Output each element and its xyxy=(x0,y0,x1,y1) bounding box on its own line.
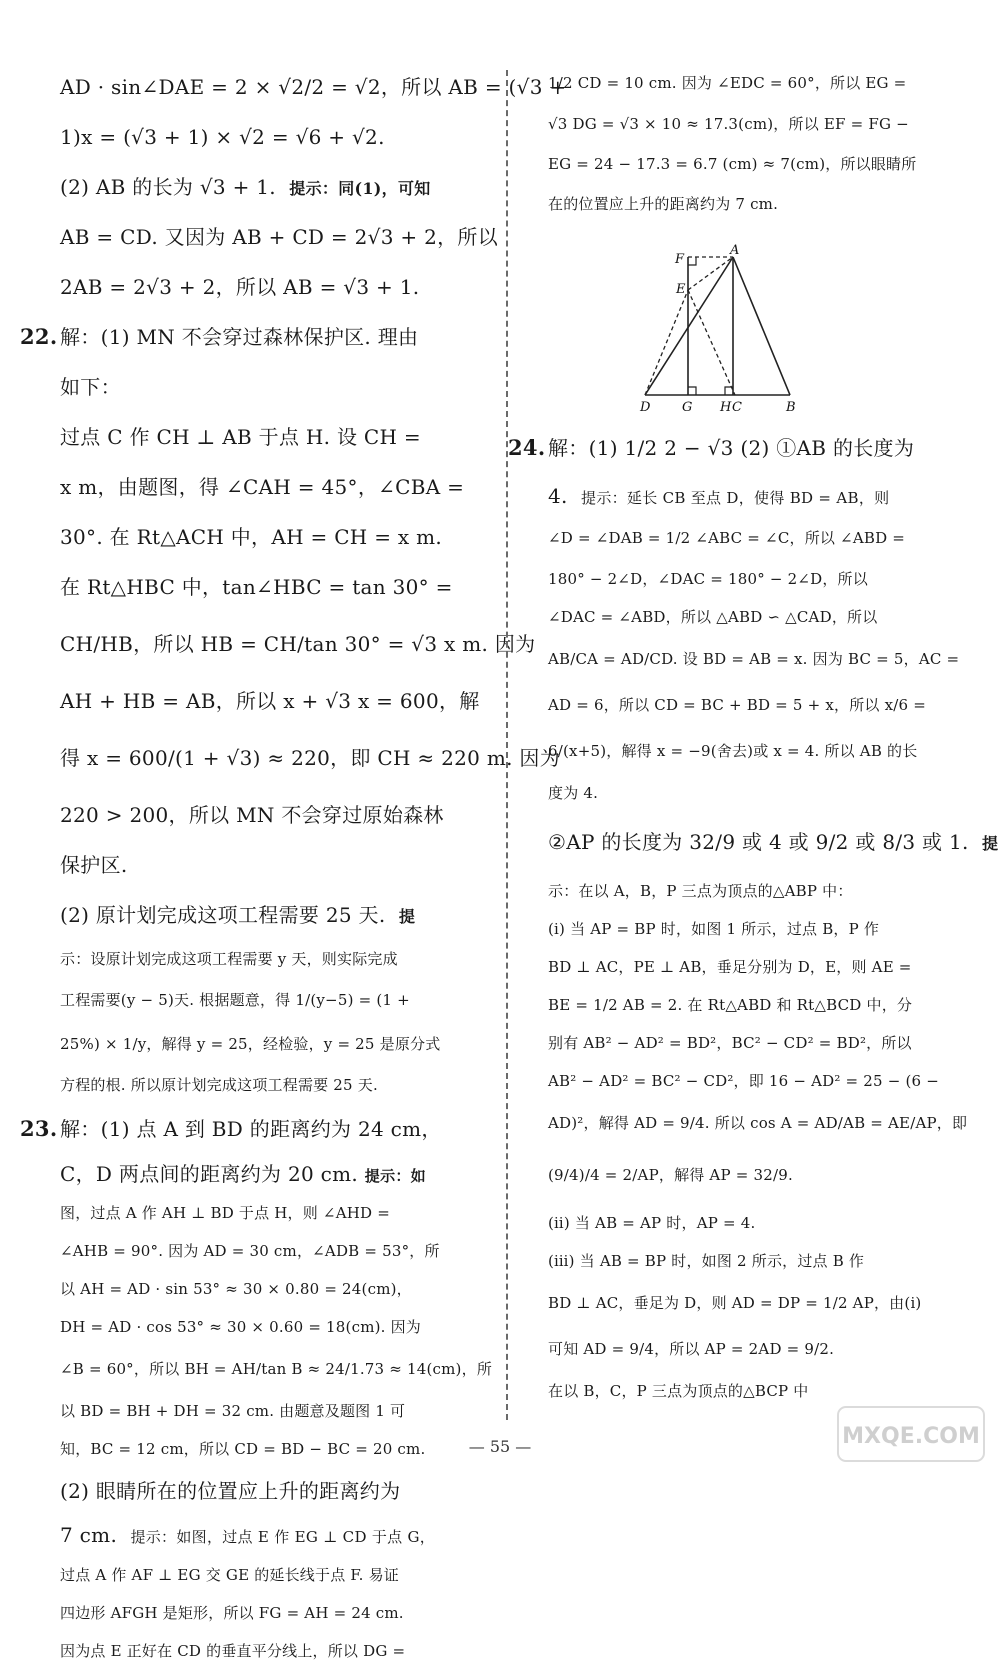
text-line: 220 > 200，所以 MN 不会穿过原始森林 xyxy=(60,803,444,827)
question-24-header xyxy=(508,420,930,476)
hint-label: 提 xyxy=(982,834,999,853)
text-line: BD ⊥ AC，PE ⊥ AB，垂足分别为 D，E，则 AE = xyxy=(548,958,912,976)
page-number: — 55 — xyxy=(468,1437,532,1456)
text-line: AB² − AD² = BC² − CD²，即 16 − AD² = 25 − (6 − xyxy=(548,1072,940,1090)
text-line: 得 x = 600/(1 + √3) ≈ 220，即 CH ≈ 220 m. 因为 xyxy=(60,746,561,770)
text-line: AB/CA = AD/CD. 设 BD = AB = x. 因为 BC = 5，AC = xyxy=(548,650,960,668)
text-line: 在以 B，C，P 三点为顶点的△BCP 中 xyxy=(548,1382,809,1400)
text-line: (ⅲ) 当 AB = BP 时，如图 2 所示，过点 B 作 xyxy=(548,1252,865,1270)
text-line: EG = 24 − 17.3 = 6.7 (cm) ≈ 7(cm)，所以眼睛所 xyxy=(548,155,917,173)
segment-da xyxy=(645,257,733,395)
text-line xyxy=(548,812,999,872)
text-line xyxy=(60,890,485,940)
text-line: AD)²，解得 AD = 9/4. 所以 cos A = AD/AB = AE/AP，即 xyxy=(548,1114,968,1132)
text-line: BD ⊥ AC，垂足为 D，则 AD = DP = 1/2 AP，由(ⅰ) xyxy=(548,1294,922,1312)
point-label-e: E xyxy=(676,282,686,297)
answer-text: (2) AB 的长为 √3 + 1. xyxy=(60,175,276,199)
point-label-b: B xyxy=(786,400,796,415)
answer-text: 4. xyxy=(548,484,568,508)
point-label-a: A xyxy=(730,243,740,258)
right-angle-g xyxy=(688,387,696,395)
point-label-g: G xyxy=(682,400,693,415)
geometry-figure xyxy=(640,245,840,425)
text-line: x m，由题图，得 ∠CAH = 45°，∠CBA = xyxy=(60,475,465,499)
segment-ab xyxy=(733,257,790,395)
text-line: 方程的根. 所以原计划完成这项工程需要 25 天. xyxy=(60,1076,378,1094)
hint-label: 提示：如 xyxy=(364,1167,426,1185)
text-line: 示：在以 A，B，P 三点为顶点的△ABP 中： xyxy=(548,882,853,900)
text-line: CH/HB，所以 HB = CH/tan 30° = √3 x m. 因为 xyxy=(60,632,536,656)
text-line: 过点 C 作 CH ⊥ AB 于点 H. 设 CH = xyxy=(60,425,421,449)
text-line: 2AB = 2√3 + 2，所以 AB = √3 + 1. xyxy=(60,275,420,299)
text-line: (2) 眼睛所在的位置应上升的距离约为 xyxy=(60,1479,401,1503)
solution-text: 解：(1) MN 不会穿过森林保护区. 理由 xyxy=(60,325,419,349)
text-line xyxy=(548,476,930,516)
hint-text: 提示：如图，过点 E 作 EG ⊥ CD 于点 G， xyxy=(130,1528,436,1546)
text-line: 25%) × 1/y，解得 y = 25，经检验，y = 25 是原分式 xyxy=(60,1035,441,1053)
point-label-f: F xyxy=(675,252,685,267)
point-label-h: H xyxy=(720,400,732,415)
text-line: 可知 AD = 9/4，所以 AP = 2AD = 9/2. xyxy=(548,1340,835,1358)
answer-text: 7 cm. xyxy=(60,1523,118,1547)
text-line: 在的位置应上升的距离约为 7 cm. xyxy=(548,195,779,213)
text-line: ∠AHB = 90°. 因为 AD = 30 cm，∠ADB = 53°，所 xyxy=(60,1242,440,1260)
text-line: 如下： xyxy=(60,375,121,399)
question-22-header xyxy=(20,312,485,362)
text-line: 30°. 在 Rt△ACH 中，AH = CH = x m. xyxy=(60,525,443,549)
text-line xyxy=(60,1154,485,1194)
text-line xyxy=(60,162,485,212)
right-angle-f xyxy=(688,257,696,265)
text-line: 别有 AB² − AD² = BD²，BC² − CD² = BD²，所以 xyxy=(548,1034,912,1052)
text-line: 保护区. xyxy=(60,853,128,877)
question-number: 23. xyxy=(20,1116,58,1141)
text-line: 6/(x+5)，解得 x = −9(舍去)或 x = 4. 所以 AB 的长 xyxy=(548,742,918,760)
text-line: 以 AH = AD · sin 53° ≈ 30 × 0.80 = 24(cm)， xyxy=(60,1280,412,1298)
text-line: (ⅰ) 当 AP = BP 时，如图 1 所示，过点 B，P 作 xyxy=(548,920,880,938)
question-23-header xyxy=(20,1104,485,1154)
question-number: 22. xyxy=(20,324,58,349)
answer-text: (2) 原计划完成这项工程需要 25 天. xyxy=(60,903,386,927)
text-line: 图，过点 A 作 AH ⊥ BD 于点 H，则 ∠AHD = xyxy=(60,1204,390,1222)
text-line: 工程需要(y − 5)天. 根据题意，得 1/(y−5) = (1 + xyxy=(60,991,410,1009)
segment-de xyxy=(645,290,688,395)
text-line: 度为 4. xyxy=(548,784,599,802)
question-number: 24. xyxy=(508,435,546,460)
answer-text: C，D 两点间的距离约为 20 cm. xyxy=(60,1162,359,1186)
text-line: AD · sin∠DAE = 2 × √2/2 = √2，所以 AB = (√3 + xyxy=(60,75,567,99)
text-line: AB = CD. 又因为 AB + CD = 2√3 + 2，所以 xyxy=(60,225,499,249)
text-line: AH + HB = AB，所以 x + √3 x = 600，解 xyxy=(60,689,480,713)
segment-ea xyxy=(688,257,733,290)
site-watermark xyxy=(836,1405,986,1463)
text-line: (ⅱ) 当 AB = AP 时，AP = 4. xyxy=(548,1214,756,1232)
text-line: 在 Rt△HBC 中，tan∠HBC = tan 30° = xyxy=(60,575,453,599)
text-line: 四边形 AFGH 是矩形，所以 FG = AH = 24 cm. xyxy=(60,1604,404,1622)
text-line: 1/2 CD = 10 cm. 因为 ∠EDC = 60°，所以 EG = xyxy=(548,74,907,92)
text-line xyxy=(60,1514,485,1556)
text-line: √3 DG = √3 × 10 ≈ 17.3(cm)，所以 EF = FG − xyxy=(548,115,909,133)
watermark-text: MXQE.COM xyxy=(842,1424,980,1449)
segment-ec xyxy=(688,290,735,395)
text-line: (9/4)/4 = 2/AP，解得 AP = 32/9. xyxy=(548,1166,793,1184)
answer-text: ②AP 的长度为 32/9 或 4 或 9/2 或 8/3 或 1. xyxy=(548,830,969,854)
hint-text: 提示：延长 CB 至点 D，使得 BD = AB，则 xyxy=(581,489,890,507)
text-line: 过点 A 作 AF ⊥ EG 交 GE 的延长线于点 F. 易证 xyxy=(60,1566,399,1584)
hint-label: 提 xyxy=(398,907,416,926)
point-label-d: D xyxy=(640,400,651,415)
solution-text: 解：(1) 点 A 到 BD 的距离约为 24 cm， xyxy=(60,1117,442,1141)
text-line: 示：设原计划完成这项工程需要 y 天，则实际完成 xyxy=(60,950,398,968)
column-divider xyxy=(506,70,508,1420)
solution-text: 解：(1) 1/2 2 − √3 (2) ①AB 的长度为 xyxy=(548,436,915,460)
text-line: 知，BC = 12 cm，所以 CD = BD − BC = 20 cm. xyxy=(60,1440,426,1458)
text-line: 180° − 2∠D，∠DAC = 180° − 2∠D，所以 xyxy=(548,570,868,588)
hint-label: 提示：同(1)，可知 xyxy=(289,179,431,198)
text-line: ∠D = ∠DAB = 1/2 ∠ABC = ∠C，所以 ∠ABD = xyxy=(548,529,906,547)
text-line: 以 BD = BH + DH = 32 cm. 由题意及题图 1 可 xyxy=(60,1402,406,1420)
text-line: DH = AD · cos 53° ≈ 30 × 0.60 = 18(cm). 因为 xyxy=(60,1318,422,1336)
text-line: AD = 6，所以 CD = BC + BD = 5 + x，所以 x/6 = xyxy=(548,696,926,714)
text-line: ∠DAC = ∠ABD，所以 △ABD ∽ △CAD，所以 xyxy=(548,608,878,626)
text-line: 因为点 E 正好在 CD 的垂直平分线上，所以 DG = xyxy=(60,1642,406,1660)
text-line: BE = 1/2 AB = 2. 在 Rt△ABD 和 Rt△BCD 中，分 xyxy=(548,996,913,1014)
text-line: 1)x = (√3 + 1) × √2 = √6 + √2. xyxy=(60,125,385,149)
text-line: ∠B = 60°，所以 BH = AH/tan B ≈ 24/1.73 ≈ 14(cm)，所 xyxy=(60,1360,493,1378)
point-label-c: C xyxy=(732,400,742,415)
